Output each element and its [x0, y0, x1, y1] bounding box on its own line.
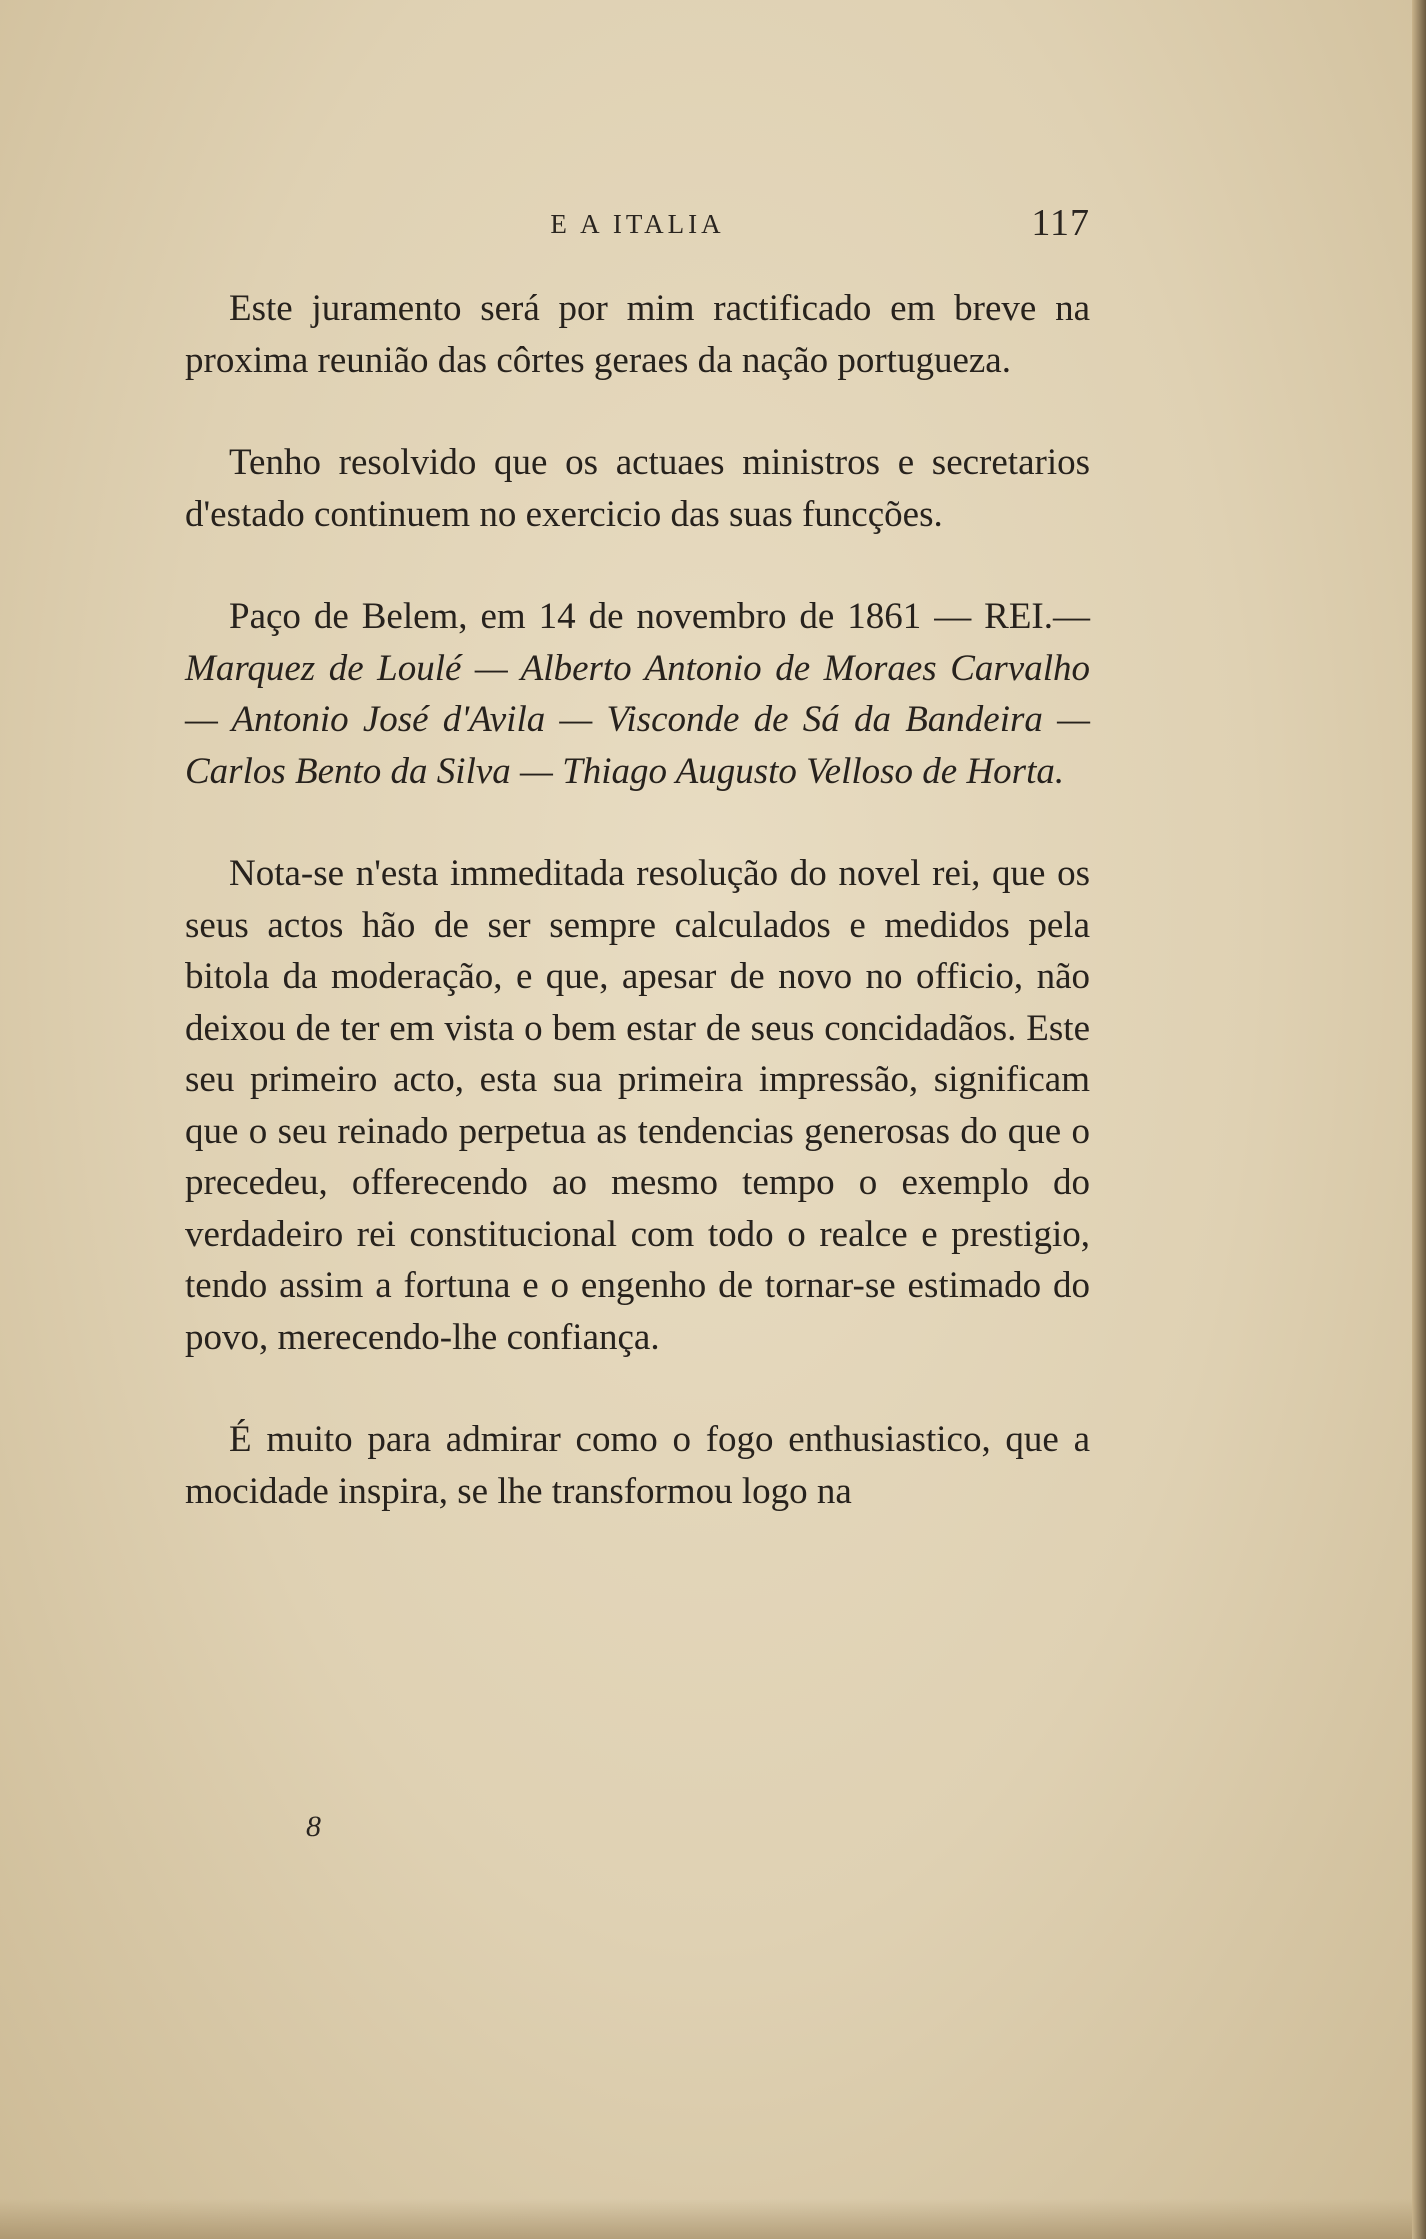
- paragraph-oath: Este juramento será por mim ractificado em breve na proxima reunião das côrtes geraes da nação portugueza.: [185, 288, 1090, 381]
- page-number: 117: [1031, 202, 1090, 244]
- signatories: Marquez de Loulé — Alberto Antonio de Moraes Carvalho — Antonio José d'Avila — Visconde de Sá da Bandeira — Carlos Bento da Silva — Thiago Augusto Velloso de Horta.: [185, 647, 1090, 792]
- page-right-edge: [1412, 0, 1426, 2239]
- running-head: E A ITALIA: [550, 209, 725, 239]
- body-text: [185, 283, 1090, 1517]
- paragraph-ministers: Tenho resolvido que os actuaes ministros e secretarios d'estado continuem no exercicio das suas funcções.: [185, 442, 1090, 535]
- place-date: Paço de Belem, em 14 de novembro de 1861 — REI.—: [229, 596, 1090, 637]
- paragraph-commentary: Nota-se n'esta immeditada resolução do novel rei, que os seus actos hão de ser sempre calculados e medidos pela bitola da moderação, e que, apesar de novo no officio, não deixou de ter em vista o bem estar de seus concidadãos. Este seu primeiro acto, esta sua primeira impressão, significam que o seu reinado perpetua as tendencias generosas do que o precedeu, offerecendo ao mesmo tempo o exemplo do verdadeiro rei constitucional com todo o realce e prestigio, tendo assim a fortuna e o engenho de tornar-se estimado do povo, merecendo-lhe confiança.: [185, 853, 1090, 1358]
- page-header: [185, 202, 1090, 245]
- paragraph-signature: [185, 591, 1090, 797]
- paragraph-closing: É muito para admirar como o fogo enthusiastico, que a mocidade inspira, se lhe transformou logo na: [185, 1419, 1090, 1512]
- page-bottom-edge: [0, 2199, 1412, 2239]
- signature-mark: 8: [306, 1810, 321, 1843]
